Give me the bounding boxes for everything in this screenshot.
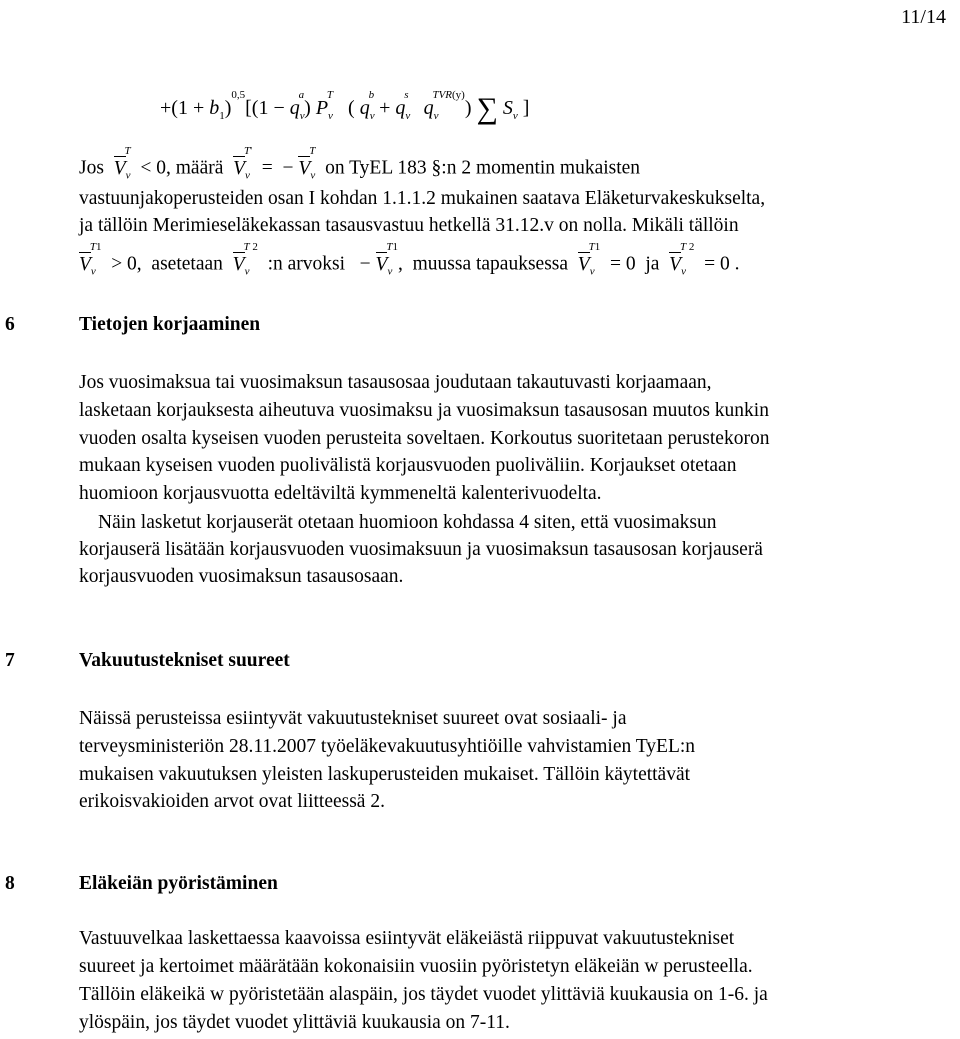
section-6-title: Tietojen korjaaminen <box>79 314 261 335</box>
intro-line-4: $V_v^{T1} > 0$, asetetaan $V_v^{T 2}$ :n arvoksi − $V_v^{T1}$, muussa tapauksessa $V_v^{T1} = 0$ ja $V_v^{T 2} = 0$ . <box>79 241 740 278</box>
section-7-line: erikoisvakioiden arvot ovat liitteessä 2. <box>79 791 385 812</box>
section-8-line: Tällöin eläkeikä w pyöristetään alaspäin, jos täydet vuodet ylittäviä kuukausia on 1-6. ja <box>79 984 768 1005</box>
section-7-title: Vakuutustekniset suureet <box>79 650 290 671</box>
section-6-line: korjauserä lisätään korjausvuoden vuosimaksuun ja vuosimaksun tasausosan korjauserä <box>79 539 763 560</box>
intro-line-1: Jos $V_v^T < 0$, määrä $V_v^{T'}$ = − $V_v^T$ on TyEL 183 §:n 2 momentin mukaisten <box>79 145 641 182</box>
section-8-line: suureet ja kertoimet määrätään kokonaisiin vuosiin pyöristetyn eläkeiän w perusteella. <box>79 956 753 977</box>
section-7-line: mukaisen vakuutuksen yleisten laskuperusteiden mukaiset. Tällöin käytettävät <box>79 764 691 785</box>
section-6-line: vuoden osalta kyseisen vuoden perusteita soveltaen. Korkoutus suoritetaan perustekoron <box>79 428 770 449</box>
section-7-number: 7 <box>5 650 15 671</box>
section-7-line: Näissä perusteissa esiintyvät vakuutustekniset suureet ovat sosiaali- ja <box>79 708 627 729</box>
section-8-number: 8 <box>5 873 15 894</box>
section-6-line: Näin lasketut korjauserät otetaan huomioon kohdassa 4 siten, että vuosimaksun <box>98 512 717 533</box>
section-6-line: mukaan kyseisen vuoden puolivälistä korjausvuoden puoliväliin. Korjaukset otetaan <box>79 455 737 476</box>
section-6-line: Jos vuosimaksua tai vuosimaksun tasausosaa joudutaan takautuvasti korjaamaan, <box>79 372 712 393</box>
page-number: 11/14 <box>901 6 946 28</box>
section-6-number: 6 <box>5 314 15 335</box>
section-8-line: ylöspäin, jos täydet vuodet ylittäviä kuukausia on 7-11. <box>79 1012 510 1033</box>
section-7-line: terveysministeriön 28.11.2007 työeläkevakuutusyhtiöille vahvistamien TyEL:n <box>79 736 696 757</box>
section-6-line: korjausvuoden vuosimaksun tasausosaan. <box>79 566 404 587</box>
section-6-line: huomioon korjausvuotta edeltäviltä kymmeneltä kalenterivuodelta. <box>79 483 602 504</box>
formula-top: $+(1 + b_1)^{0,5}[(1 - q_v^a)$ $P_v^T$ ( $q_v^b + q_v^s$ $q_v^{TVR(y)}$) ∑ $S_v$ ] <box>160 89 530 125</box>
section-8-title: Eläkeiän pyöristäminen <box>79 873 278 894</box>
intro-line-2: vastuunjakoperusteiden osan I kohdan 1.1.1.2 mukainen saatava Eläketurvakeskukselta, <box>79 188 766 209</box>
section-8-line: Vastuuvelkaa laskettaessa kaavoissa esiintyvät eläkeiästä riippuvat vakuutustekniset <box>79 928 735 949</box>
intro-line-3: ja tällöin Merimieseläkekassan tasausvastuu hetkellä 31.12.v on nolla. Mikäli tällöin <box>79 215 739 236</box>
section-6-line: lasketaan korjauksesta aiheutuva vuosimaksu ja vuosimaksun tasausosan muutos kunkin <box>79 400 769 421</box>
